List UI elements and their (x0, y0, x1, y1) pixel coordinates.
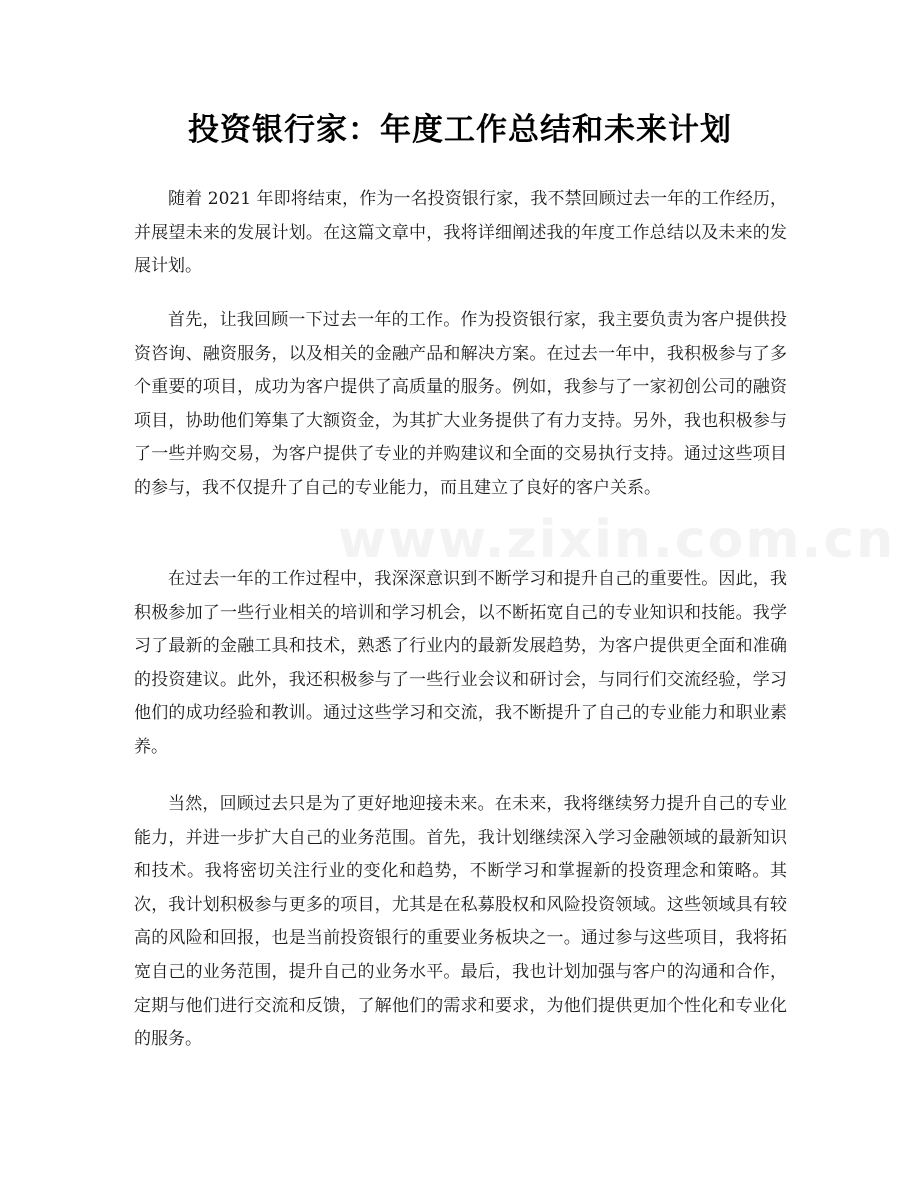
paragraph-future-plan: 当然，回顾过去只是为了更好地迎接未来。在未来，我将继续努力提升自己的专业能力，并进一步扩大自己的业务范围。首先，我计划继续深入学习金融领域的最新知识和技术。我将密切关注行业的变化和趋势，不断学习和掌握新的投资理念和策略。其次，我计划积极参与更多的项目，尤其是在私募股权和风险投资领域。这些领域具有较高的风险和回报，也是当前投资银行的重要业务板块之一。通过参与这些项目，我将拓宽自己的业务范围，提升自己的业务水平。最后，我也计划加强与客户的沟通和合作，定期与他们进行交流和反馈，了解他们的需求和要求，为他们提供更加个性化和专业化的服务。 (134, 794, 787, 1050)
paragraph-intro: 随着 2021 年即将结束，作为一名投资银行家，我不禁回顾过去一年的工作经历，并展望未来的发展计划。在这篇文章中，我将详细阐述我的年度工作总结以及未来的发展计划。 (134, 189, 787, 277)
paragraph-review: 首先，让我回顾一下过去一年的工作。作为投资银行家，我主要负责为客户提供投资咨询、融资服务，以及相关的金融产品和解决方案。在过去一年中，我积极参与了多个重要的项目，成功为客户提供了高质量的服务。例如，我参与了一家初创公司的融资项目，协助他们筹集了大额资金，为其扩大业务提供了有力支持。另外，我也积极参与了一些并购交易，为客户提供了专业的并购建议和全面的交易执行支持。通过这些项目的参与，我不仅提升了自己的专业能力，而且建立了良好的客户关系。 (134, 310, 787, 498)
watermark: www.zixin.com.cn (338, 510, 896, 570)
paragraph-learning: 在过去一年的工作过程中，我深深意识到不断学习和提升自己的重要性。因此，我积极参加了一些行业相关的培训和学习机会，以不断拓宽自己的专业知识和技能。我学习了最新的金融工具和技术，熟悉了行业内的最新发展趋势，为客户提供更全面和准确的投资建议。此外，我还积极参与了一些行业会议和研讨会，与同行们交流经验，学习他们的成功经验和教训。通过这些学习和交流，我不断提升了自己的专业能力和职业素养。 (134, 569, 787, 757)
document-title: 投资银行家：年度工作总结和未来计划 (188, 112, 732, 148)
